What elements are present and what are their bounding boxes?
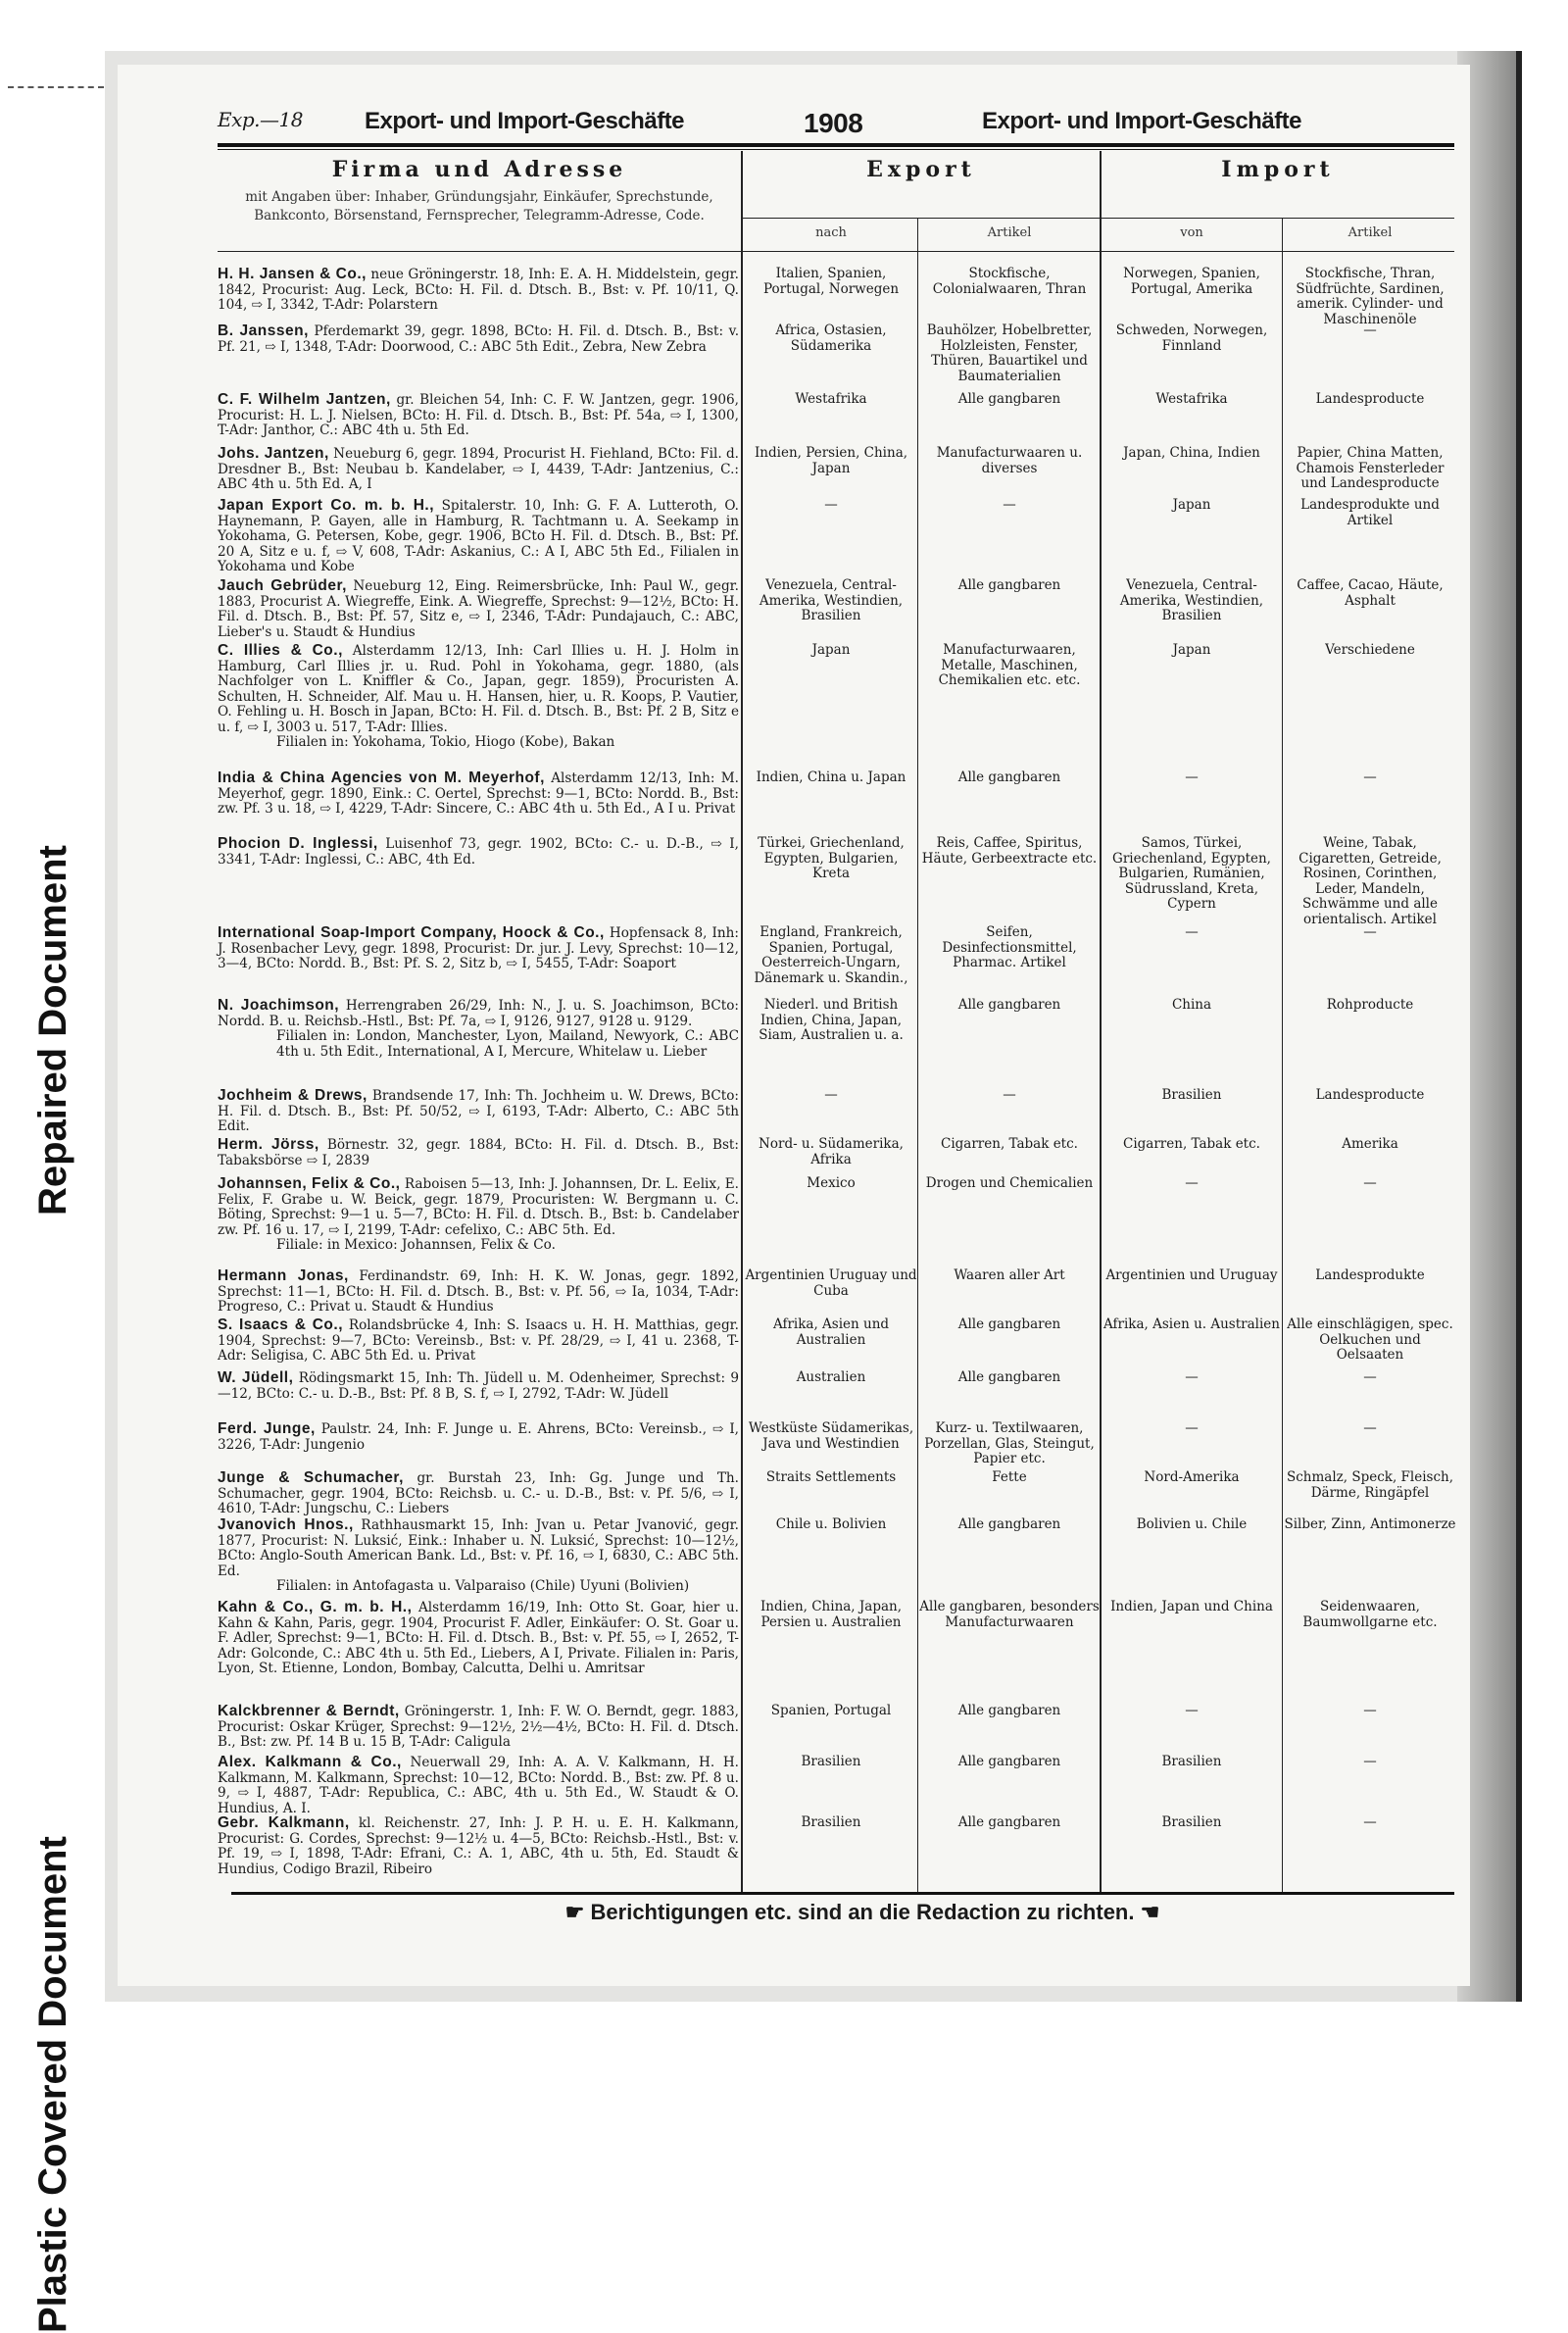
export-articles: Fette: [992, 1469, 1027, 1485]
firm-details: kl. Reichenstr. 27, Inh: J. P. H. u. E. H. Kalkmann, Procurist: G. Cordes, Sprechst: 9—12½ u. 4—5, BCto: Reichsb.-Hstl., Bst: v. Pf. 19, ⇨ I, 1898, T-Adr: Efrani, C.: A. 1, ABC, 4th u. 5th, Ed. Staudt & Hundius, Codigo Brazil, Ribeiro: [218, 1815, 739, 1877]
import-origin: —: [1185, 924, 1199, 940]
import-articles: Stockfische, Thran, Südfrüchte, Sardinen, amerik. Cylinder- und Maschinenöle: [1296, 266, 1445, 327]
export-destination: Brasilien: [801, 1814, 861, 1830]
export-destination: Japan: [811, 642, 851, 658]
firm-name: Jochheim & Drews,: [218, 1087, 368, 1104]
firm-branches: Filialen: in Antofagasta u. Valparaiso (Chile) Uyuni (Bolivien): [276, 1578, 690, 1594]
firm-name: B. Janssen,: [218, 323, 309, 339]
subheader-nach: nach: [815, 225, 847, 240]
export-destination: Mexico: [807, 1175, 856, 1191]
column-rule-export: [1100, 151, 1102, 1892]
repaired-document-text: Repaired Document: [31, 845, 74, 1216]
import-articles: —: [1363, 323, 1377, 338]
firm-branches: Filialen in: London, Manchester, Lyon, Mailand, Newyork, C.: ABC 4th u. 5th Edit., International, A I, Mercure, Whitelaw u. Lieber: [276, 1028, 739, 1060]
import-heading: Import: [1221, 157, 1335, 182]
export-articles: Alle gangbaren, besonders Manufacturwaaren: [919, 1599, 1100, 1630]
export-destination: Westafrika: [795, 391, 867, 407]
subheader-rule: [743, 218, 1454, 219]
firm-name: Johannsen, Felix & Co.,: [218, 1175, 401, 1192]
export-destination: Niederl. und British Indien, China, Japan, Siam, Australien u. a.: [759, 997, 904, 1043]
import-origin: —: [1185, 769, 1199, 785]
export-articles: Alle gangbaren: [957, 577, 1061, 593]
firm-name: W. Jüdell,: [218, 1369, 294, 1386]
page-reference: Exp.—18: [218, 108, 303, 131]
export-articles: —: [1003, 1087, 1016, 1103]
import-articles: —: [1363, 1703, 1377, 1718]
firm-address: [218, 1755, 739, 1816]
import-origin: Japan: [1172, 497, 1211, 513]
import-articles: Rohproducte: [1326, 997, 1414, 1013]
export-articles: Alle gangbaren: [957, 1516, 1061, 1532]
header-year: 1908: [804, 108, 863, 138]
firm-address: [218, 498, 739, 575]
header-rule: [218, 143, 1454, 147]
firm-name: International Soap-Import Company, Hoock & Co.,: [218, 924, 605, 941]
export-articles: Drogen und Chemicalien: [925, 1175, 1094, 1191]
subheader-import-artikel: Artikel: [1348, 225, 1393, 240]
export-destination: England, Frankreich, Spanien, Portugal, Oesterreich-Ungarn, Dänemark u. Skandin.,: [754, 924, 908, 986]
firm-address: [218, 925, 739, 972]
repaired-document-label: [31, 608, 110, 1216]
import-origin: Brasilien: [1161, 1814, 1222, 1830]
export-articles: Alle gangbaren: [957, 1814, 1061, 1830]
firm-address: [218, 770, 739, 818]
import-origin: China: [1171, 997, 1212, 1013]
export-articles: Alle gangbaren: [957, 1703, 1061, 1718]
export-destination: Indien, Persien, China, Japan: [754, 445, 908, 476]
import-origin: Brasilien: [1161, 1087, 1222, 1103]
firm-name: Japan Export Co. m. b. H.,: [218, 497, 435, 514]
export-destination: Nord- u. Südamerika, Afrika: [759, 1136, 904, 1167]
import-origin: Samos, Türkei, Griechenland, Egypten, Bulgarien, Rumänien, Südrussland, Kreta, Cypern: [1112, 835, 1271, 912]
column-header-import: [1102, 157, 1454, 255]
firm-name: India & China Agencies von M. Meyerhof,: [218, 769, 545, 786]
firma-subheading: mit Angaben über: Inhaber, Gründungsjahr, Einkäufer, Sprechstunde, Bankconto, Börsenstand, Fernsprecher, Telegramm-Adresse, Code.: [245, 189, 713, 223]
export-destination: Italien, Spanien, Portugal, Norwegen: [762, 266, 900, 297]
firm-name: Johs. Jantzen,: [218, 445, 329, 462]
firm-name: N. Joachimson,: [218, 997, 340, 1014]
column-header-rule: [218, 251, 1454, 252]
firm-name: Kalckbrenner & Berndt,: [218, 1703, 400, 1719]
import-articles: Seidenwaaren, Baumwollgarne etc.: [1302, 1599, 1438, 1630]
firm-address: [218, 1815, 739, 1877]
firm-address: [218, 1600, 739, 1677]
firm-name: C. F. Wilhelm Jantzen,: [218, 391, 391, 408]
firm-details: Alsterdamm 12/13, Inh: Carl Illies u. H. J. Holm in Hamburg, Carl Illies jr. u. Rud. Pohl in Yokohama, gegr. 1880, (als Nachfolger von L. Kniffler & Co., Japan, gegr. 1859), Procuristen A. Schulten, H. Schneider, Alf. Mau u. H. Hansen, hier, u. R. Koops, P. Vautier, O. Fehling u. H. Bosch in Japan, BCto: H. Fil. d. Dtsch. B., Bst: Pf. 2 B, Sitz e u. f, ⇨ I, 3003 u. 517, T-Adr: Illies.: [218, 643, 740, 735]
export-articles: Manufacturwaaren u. diverses: [936, 445, 1083, 476]
import-articles: Caffee, Cacao, Häute, Asphalt: [1297, 577, 1444, 609]
export-articles: Cigarren, Tabak etc.: [941, 1136, 1078, 1152]
firm-name: S. Isaacs & Co.,: [218, 1316, 344, 1333]
firm-details: Paulstr. 24, Inh: F. Junge u. E. Ahrens, BCto: Vereinsb., ⇨ I, 3226, T-Adr: Jungenio: [218, 1421, 740, 1453]
firm-name: Phocion D. Inglessi,: [218, 835, 378, 852]
export-destination: Argentinien Uruguay und Cuba: [745, 1267, 917, 1299]
import-origin: Cigarren, Tabak etc.: [1123, 1136, 1260, 1152]
firm-details: Herrengraben 26/29, Inh: N., J. u. S. Joachimson, BCto: Nordd. B. u. Reichsb.-Hstl., Bst: Pf. 7a, ⇨ I, 9126, 9127, 9128 u. 9129.: [218, 998, 739, 1029]
import-articles: Landesprodukte und Artikel: [1300, 497, 1440, 528]
import-origin: Brasilien: [1161, 1754, 1222, 1769]
firm-name: Junge & Schumacher,: [218, 1469, 404, 1486]
firm-details: Ferdinandstr. 69, Inh: H. K. W. Jonas, gegr. 1892, Sprechst: 11—1, BCto: H. Fil. d. Dtsch. B., Bst: v. Pf. 56, ⇨ Ia, 1034, T-Adr: Progreso, C.: Privat u. Staudt & Hundius: [218, 1268, 739, 1315]
firm-details: Neueburg 12, Eing. Reimersbrücke, Inh: Paul W., gegr. 1883, Procurist A. Wiegreffe, Eink. A. Wiegreffe, Sprechst: 9—12½, BCto: H. Fil. d. Dtsch. B., Bst: Pf. 57, Sitz e, ⇨ I, 2346, T-Adr: Pundajauch, C.: ABC, Lieber's u. Staudt & Hundius: [218, 578, 740, 640]
firm-address: [218, 1517, 739, 1595]
export-articles: Kurz- u. Textilwaaren, Porzellan, Glas, Steingut, Papier etc.: [924, 1420, 1095, 1466]
firm-details: gr. Bleichen 54, Inh: C. F. W. Jantzen, gegr. 1906, Procurist: H. L. J. Nielsen, BCto: H. Fil. d. Dtsch. B., Bst: Pf. 54a, ⇨ I, 1300, T-Adr: Janthor, C.: ABC 4th u. 5th Ed.: [218, 392, 739, 438]
firm-details: Spitalerstr. 10, Inh: G. F. A. Lutteroth, O. Haynemann, P. Gayen, alle in Hamburg, R. Tachtmann u. A. Seekamp in Yokohama, G. Petersen, Kobe, gegr. 1906, BCto H. Fil. d. Dtsch. B., Bst: Pf. 20 A, Sitz e u. f, ⇨ V, 608, T-Adr: Askanius, C.: A I, ABC 5th Ed., Filialen in Yokohama und Kobe: [218, 498, 739, 574]
export-heading: Export: [866, 157, 976, 182]
firm-details: Raboisen 5—13, Inh: J. Johannsen, Dr. L. Eelix, E. Felix, F. Grabe u. W. Beick, gegr. 1879, Procuristen: W. Bergmann u. C. Böting, Sprechst: 9—1 u. 5—7, BCto: H. Fil. d. Dtsch. B., Bst: b. Candelaber zw. Pf. 16 u. 17, ⇨ I, 2199, T-Adr: cefelixo, C.: ABC 5th. Ed.: [218, 1176, 739, 1238]
import-origin: Japan, China, Indien: [1123, 445, 1260, 461]
firm-name: Alex. Kalkmann & Co.,: [218, 1754, 402, 1770]
export-articles: —: [1003, 497, 1016, 513]
import-articles: Verschiedene: [1325, 642, 1415, 658]
firma-heading: Firma und Adresse: [331, 157, 627, 182]
firm-name: H. H. Jansen & Co.,: [218, 266, 367, 282]
import-origin: —: [1185, 1703, 1199, 1718]
firm-address: [218, 998, 739, 1060]
export-destination: —: [824, 497, 838, 513]
firm-details: Alsterdamm 12/13, Inh: M. Meyerhof, gegr. 1890, Eink.: C. Oertel, Sprechst: 9—1, BCto: Nordd. B., Bst: zw. Pf. 3 u. 18, ⇨ I, 4229, T-Adr: Sincere, C.: ABC 4th u. 5th Ed., A I u. Privat: [218, 770, 739, 817]
export-destination: Afrika, Asien und Australien: [772, 1316, 890, 1348]
export-articles: Alle gangbaren: [957, 1754, 1061, 1769]
firm-details: Neuerwall 29, Inh: A. A. V. Kalkmann, H. H. Kalkmann, M. Kalkmann, Sprechst: 10—12, BCto: Nordd. B., Bst: zw. Pf. 8 u. 9, ⇨ I, 4887, T-Adr: Republica, C.: ABC, 4th u. 5th Ed., W. Staudt & O. Hundius, A. I.: [218, 1755, 739, 1816]
export-articles: Seifen, Desinfectionsmittel, Pharmac. Artikel: [942, 924, 1077, 970]
import-articles: Weine, Tabak, Cigaretten, Getreide, Rosinen, Corinthen, Leder, Mandeln, Schwämme und alle orientalisch. Artikel: [1298, 835, 1442, 927]
import-articles: Papier, China Matten, Chamois Fensterleder und Landesproducte: [1296, 445, 1445, 491]
export-destination: Africa, Ostasien, Südamerika: [775, 323, 887, 354]
firm-details: neue Gröningerstr. 18, Inh: E. A. H. Middelstein, gegr. 1842, Procurist: Aug. Leck, BCto: H. Fil. d. Dtsch. B., Bst: v. Pf. 10/11, Q. 104, ⇨ I, 3342, T-Adr: Polarstern: [218, 267, 739, 313]
firm-address: [218, 1704, 739, 1751]
import-origin: Bolivien u. Chile: [1136, 1516, 1248, 1532]
firm-address: [218, 578, 739, 640]
firm-address: [218, 267, 739, 314]
export-articles: Alle gangbaren: [957, 1369, 1061, 1385]
firm-details: Hopfensack 8, Inh: J. Rosenbacher Levy, gegr. 1898, Procurist: Dr. jur. J. Levy, Sprechst: 10—12, 3—4, BCto: Nordd. B., Bst: Pf. S. 2, Sitz b, ⇨ I, 5455, T-Adr: Soaport: [218, 925, 739, 971]
import-articles: Landesproducte: [1315, 1087, 1425, 1103]
footer-note: [490, 1900, 1235, 1925]
export-destination: Australien: [796, 1369, 866, 1385]
export-articles: Stockfische, Colonialwaaren, Thran: [932, 266, 1087, 297]
firm-details: Luisenhof 73, gegr. 1902, BCto: C.- u. D.-B., ⇨ I, 3341, T-Adr: Inglessi, C.: ABC, 4th Ed.: [218, 836, 739, 868]
import-articles: —: [1363, 1814, 1377, 1830]
firm-branches: Filialen in: Yokohama, Tokio, Hiogo (Kobe), Bakan: [276, 734, 615, 750]
firm-details: Neueburg 6, gegr. 1894, Procurist H. Fiehland, BCto: Fil. d. Dresdner B., Bst: Neubau b. Kandelaber, ⇨ I, 4439, T-Adr: Jantzenius, C.: ABC 4th u. 5th Ed. A, I: [218, 446, 740, 492]
import-articles: Alle einschlägigen, spec. Oelkuchen und Oelsaaten: [1287, 1316, 1453, 1363]
import-origin: Norwegen, Spanien, Portugal, Amerika: [1123, 266, 1260, 297]
subheader-export-artikel: Artikel: [987, 225, 1032, 240]
firm-details: Brandsende 17, Inh: Th. Jochheim u. W. Drews, BCto: H. Fil. d. Dtsch. B., Bst: Pf. 50/52, ⇨ I, 6193, T-Adr: Alberto, C.: ABC 5th Edit.: [218, 1088, 739, 1134]
firm-address: [218, 836, 739, 868]
firm-address: [218, 392, 739, 439]
import-origin: —: [1185, 1420, 1199, 1436]
import-articles: —: [1363, 1754, 1377, 1769]
firm-name: Herm. Jörss,: [218, 1136, 319, 1153]
column-header-export: [743, 157, 1100, 255]
import-articles: —: [1363, 769, 1377, 785]
import-articles: Schmalz, Speck, Fleisch, Därme, Ringäpfel: [1286, 1469, 1454, 1501]
firm-details: Pferdemarkt 39, gegr. 1898, BCto: H. Fil. d. Dtsch. B., Bst: v. Pf. 21, ⇨ I, 1348, T-Adr: Doorwood, C.: ABC 5th Edit., Zebra, New Zebra: [218, 323, 740, 355]
import-articles: Landesproducte: [1315, 391, 1425, 407]
column-header-firma: [218, 157, 741, 255]
export-articles: Alle gangbaren: [957, 769, 1061, 785]
import-origin: —: [1185, 1175, 1199, 1191]
import-articles: Silber, Zinn, Antimonerze: [1284, 1516, 1456, 1532]
firm-details: Rathhausmarkt 15, Inh: Jvan u. Petar Jvanović, gegr. 1877, Procurist: N. Luksić, Eink.: Inhaber u. N. Luksić, Sprechst: 10—12½, BCto: Anglo-South American Bank. Ld., Bst: v. Pf. 16, ⇨ I, 6830, C.: ABC 5th. Ed.: [218, 1517, 739, 1579]
export-destination: Chile u. Bolivien: [775, 1516, 887, 1532]
import-origin: Venezuela, Central-Amerika, Westindien, Brasilien: [1119, 577, 1264, 623]
firm-name: Ferd. Junge,: [218, 1420, 316, 1437]
export-articles: Bauhölzer, Hobelbretter, Holzleisten, Fenster, Thüren, Bauartikel und Baumaterialien: [926, 323, 1093, 384]
column-rule-firma: [741, 151, 743, 1892]
import-origin: Westafrika: [1155, 391, 1228, 407]
firm-name: Kahn & Co., G. m. b. H.,: [218, 1599, 413, 1615]
import-origin: Indien, Japan und China: [1110, 1599, 1273, 1614]
firm-address: [218, 1470, 739, 1517]
firm-address: [218, 1176, 739, 1254]
firm-details: gr. Burstah 23, Inh: Gg. Junge und Th. Schumacher, gegr. 1904, BCto: Reichsb. u. C.- u. D.-B., Bst: v. Pf. 5/6, ⇨ I, 4610, T-Adr: Jungschu, C.: Liebers: [218, 1470, 739, 1516]
firm-name: Jvanovich Hnos.,: [218, 1516, 354, 1533]
firm-address: [218, 1268, 739, 1315]
footer-text: Berichtigungen etc. sind an die Redaction zu richten.: [590, 1900, 1135, 1924]
export-destination: Venezuela, Central-Amerika, Westindien, Brasilien: [759, 577, 904, 623]
firm-address: [218, 1137, 739, 1168]
subheader-von: von: [1180, 225, 1203, 240]
firm-details: Rolandsbrücke 4, Inh: S. Isaacs u. H. H. Matthias, gegr. 1904, Sprechst: 9—7, BCto: Vereinsb., Bst: v. Pf. 28/29, ⇨ I, 41 u. 2368, T-Adr: Seligisa, C. ABC 5th Ed. u. Privat: [218, 1317, 740, 1364]
export-destination: —: [824, 1087, 838, 1103]
import-articles: Amerika: [1342, 1136, 1398, 1152]
firm-details: Gröningerstr. 1, Inh: F. W. O. Berndt, gegr. 1883, Procurist: Oskar Krüger, Sprechst: 9—12½, 2½—4½, BCto: H. Fil. d. Dtsch. B., Bst: zw. Pf. 14 B u. 15 B, T-Adr: Caligula: [218, 1704, 739, 1750]
import-articles: —: [1363, 1369, 1377, 1385]
firm-details: Börnestr. 32, gegr. 1884, BCto: H. Fil. d. Dtsch. B., Bst: Tabaksbörse ⇨ I, 2839: [218, 1137, 739, 1168]
export-destination: Westküste Südamerikas, Java und Westindien: [748, 1420, 914, 1452]
export-articles: Reis, Caffee, Spiritus, Häute, Gerbeextracte etc.: [921, 835, 1098, 867]
export-destination: Brasilien: [801, 1754, 861, 1769]
page-header: [218, 108, 1452, 141]
column-rule-nach: [917, 218, 918, 1892]
import-articles: Landesprodukte: [1315, 1267, 1425, 1283]
firm-address: [218, 1370, 739, 1402]
export-destination: Straits Settlements: [765, 1469, 897, 1485]
bottom-rule: [231, 1892, 1454, 1895]
export-articles: Alle gangbaren: [957, 1316, 1061, 1332]
import-origin: Nord-Amerika: [1144, 1469, 1240, 1485]
import-articles: —: [1363, 1175, 1377, 1191]
header-title-left: Export- und Import-Geschäfte: [365, 108, 685, 134]
header-rule-thin: [218, 149, 1454, 150]
export-articles: Alle gangbaren: [957, 997, 1061, 1013]
export-destination: Spanien, Portugal: [770, 1703, 892, 1718]
plastic-covered-document-label: [31, 1166, 110, 2333]
export-articles: Manufacturwaaren, Metalle, Maschinen, Chemikalien etc. etc.: [938, 642, 1081, 688]
firm-address: [218, 446, 739, 493]
import-articles: —: [1363, 1420, 1377, 1436]
firm-address: [218, 1421, 739, 1453]
export-articles: Waaren aller Art: [954, 1267, 1065, 1283]
import-origin: Afrika, Asien u. Australien: [1103, 1316, 1280, 1332]
firm-address: [218, 323, 739, 355]
pointing-hand-right-icon: ☛: [564, 1900, 585, 1924]
firm-branches: Filiale: in Mexico: Johannsen, Felix & Co.: [276, 1237, 556, 1253]
column-rule-von: [1282, 218, 1283, 1892]
export-destination: Indien, China, Japan, Persien u. Australien: [760, 1599, 903, 1630]
import-origin: Argentinien und Uruguay: [1105, 1267, 1278, 1283]
import-articles: —: [1363, 924, 1377, 940]
header-title-right: Export- und Import-Geschäfte: [982, 108, 1302, 134]
import-origin: —: [1185, 1369, 1199, 1385]
import-origin: Schweden, Norwegen, Finnland: [1115, 323, 1268, 354]
firm-details: Alsterdamm 16/19, Inh: Otto St. Goar, hier u. Kahn & Kahn, Paris, gegr. 1904, Procurist F. Adler, Einkäufer: O. St. Goar u. F. Adler, Sprechst: 9—1, BCto: H. Fil. d. Dtsch. B., Bst: v. Pf. 55, ⇨ I, 2652, T-Adr: Golconde, C.: ABC 4th u. 5th Ed., Liebers, A I, Private. Filialen in: Paris, Lyon, St. Etienne, London, Bombay, Calcutta, Delhi u. Amritsar: [218, 1600, 739, 1676]
firm-details: Rödingsmarkt 15, Inh: Th. Jüdell u. M. Odenheimer, Sprechst: 9—12, BCto: C.- u. D.-B., Bst: Pf. 8 B, S. f, ⇨ I, 2792, T-Adr: W. Jüdell: [218, 1370, 739, 1402]
firm-name: C. Illies & Co.,: [218, 642, 343, 659]
pointing-hand-left-icon: ☚: [1140, 1900, 1160, 1924]
firm-address: [218, 1317, 739, 1365]
firm-address: [218, 1088, 739, 1135]
export-destination: Türkei, Griechenland, Egypten, Bulgarien, Kreta: [758, 835, 905, 881]
export-articles: Alle gangbaren: [957, 391, 1061, 407]
export-destination: Indien, China u. Japan: [756, 769, 906, 785]
dashed-tab-mark: [8, 86, 104, 88]
firm-name: Jauch Gebrüder,: [218, 577, 347, 594]
firm-address: [218, 643, 739, 751]
import-origin: Japan: [1172, 642, 1211, 658]
firm-name: Hermann Jonas,: [218, 1267, 349, 1284]
plastic-covered-document-text: Plastic Covered Document: [31, 1836, 74, 2333]
firm-name: Gebr. Kalkmann,: [218, 1814, 350, 1831]
